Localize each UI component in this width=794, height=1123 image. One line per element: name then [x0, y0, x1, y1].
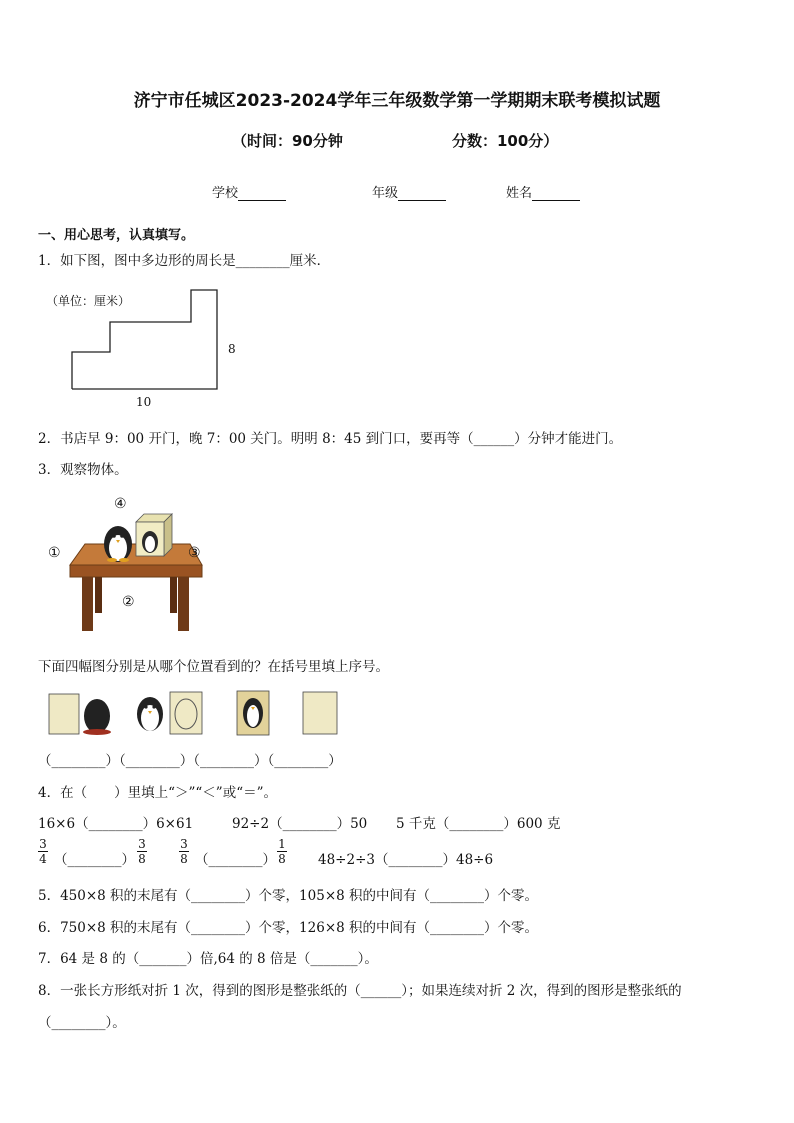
right-side-label: 8: [228, 342, 236, 356]
q4-item-2[interactable]: 92÷2（________）50: [232, 816, 368, 832]
fraction-3-4-left: $\frac{3}{4}$: [39, 837, 47, 866]
section-heading: 一、用心思考，认真填写。: [38, 228, 195, 243]
position-3-marker: ③: [188, 545, 201, 561]
question-4: 4．在（ ）里填上“＞”“＜”或“＝”。: [38, 785, 277, 801]
grade-label: 年级: [372, 186, 399, 201]
time-limit: （时间：90分钟: [232, 132, 343, 150]
fraction-1-8-right: $\frac{1}{8}$: [278, 837, 286, 866]
question-6[interactable]: 6．750×8 积的末尾有（________）个零，126×8 积的中间有（________）个零。: [38, 920, 539, 936]
q4-item-5-blank[interactable]: （________）: [195, 852, 276, 868]
question-5[interactable]: 5．450×8 积的末尾有（________）个零，105×8 积的中间有（________）个零。: [38, 888, 539, 904]
view-image-2: [134, 690, 206, 736]
q4-item-1[interactable]: 16×6（________）6×61: [38, 816, 194, 832]
page-title: 济宁市任城区2023-2024学年三年级数学第一学期期末联考模拟试题: [133, 91, 661, 111]
question-8[interactable]: 8．一张长方形纸对折 1 次，得到的图形是整张纸的（______）；如果连续对折 2 次，得到的图形是整张纸的: [38, 983, 682, 999]
position-2-marker: ②: [122, 594, 135, 610]
grade-field[interactable]: [372, 182, 446, 201]
position-4-marker: ④: [114, 496, 127, 512]
question-2: 2．书店早 9：00 开门，晚 7：00 关门。明明 8：45 到门口，要再等（______）分钟才能进门。: [38, 431, 623, 447]
question-3: 3．观察物体。: [38, 462, 128, 478]
question-3-answers[interactable]: （________）（________）（________）（________）: [38, 753, 342, 769]
q4-item-3[interactable]: 5 千克（________）600 克: [396, 816, 561, 832]
bottom-side-label: 10: [136, 395, 152, 409]
question-7[interactable]: 7．64 是 8 的（_______）倍,64 的 8 倍是（_______）。: [38, 951, 378, 967]
name-label: 姓名: [506, 186, 533, 201]
unit-label: （单位：厘米）: [46, 294, 131, 308]
table-scene-figure: [40, 492, 220, 637]
view-image-4: [302, 691, 338, 735]
school-label: 学校: [212, 186, 239, 201]
fraction-3-8-right: $\frac{3}{8}$: [138, 837, 146, 866]
total-score: 分数：100分）: [452, 132, 559, 150]
school-field[interactable]: [212, 182, 286, 201]
question-1: 1．如下图，图中多边形的周长是________厘米．: [38, 253, 331, 269]
question-8-continued[interactable]: （________）。: [38, 1015, 126, 1031]
q4-item-4-blank[interactable]: （________）: [54, 852, 135, 868]
question-3-prompt: 下面四幅图分别是从哪个位置看到的？在括号里填上序号。: [38, 659, 389, 675]
fraction-3-8-left: $\frac{3}{8}$: [180, 837, 188, 866]
name-field[interactable]: [506, 182, 580, 201]
view-image-3: [236, 690, 270, 736]
view-image-1: [47, 692, 117, 736]
position-1-marker: ①: [48, 545, 61, 561]
q4-item-6[interactable]: 48÷2÷3（________）48÷6: [318, 852, 494, 868]
